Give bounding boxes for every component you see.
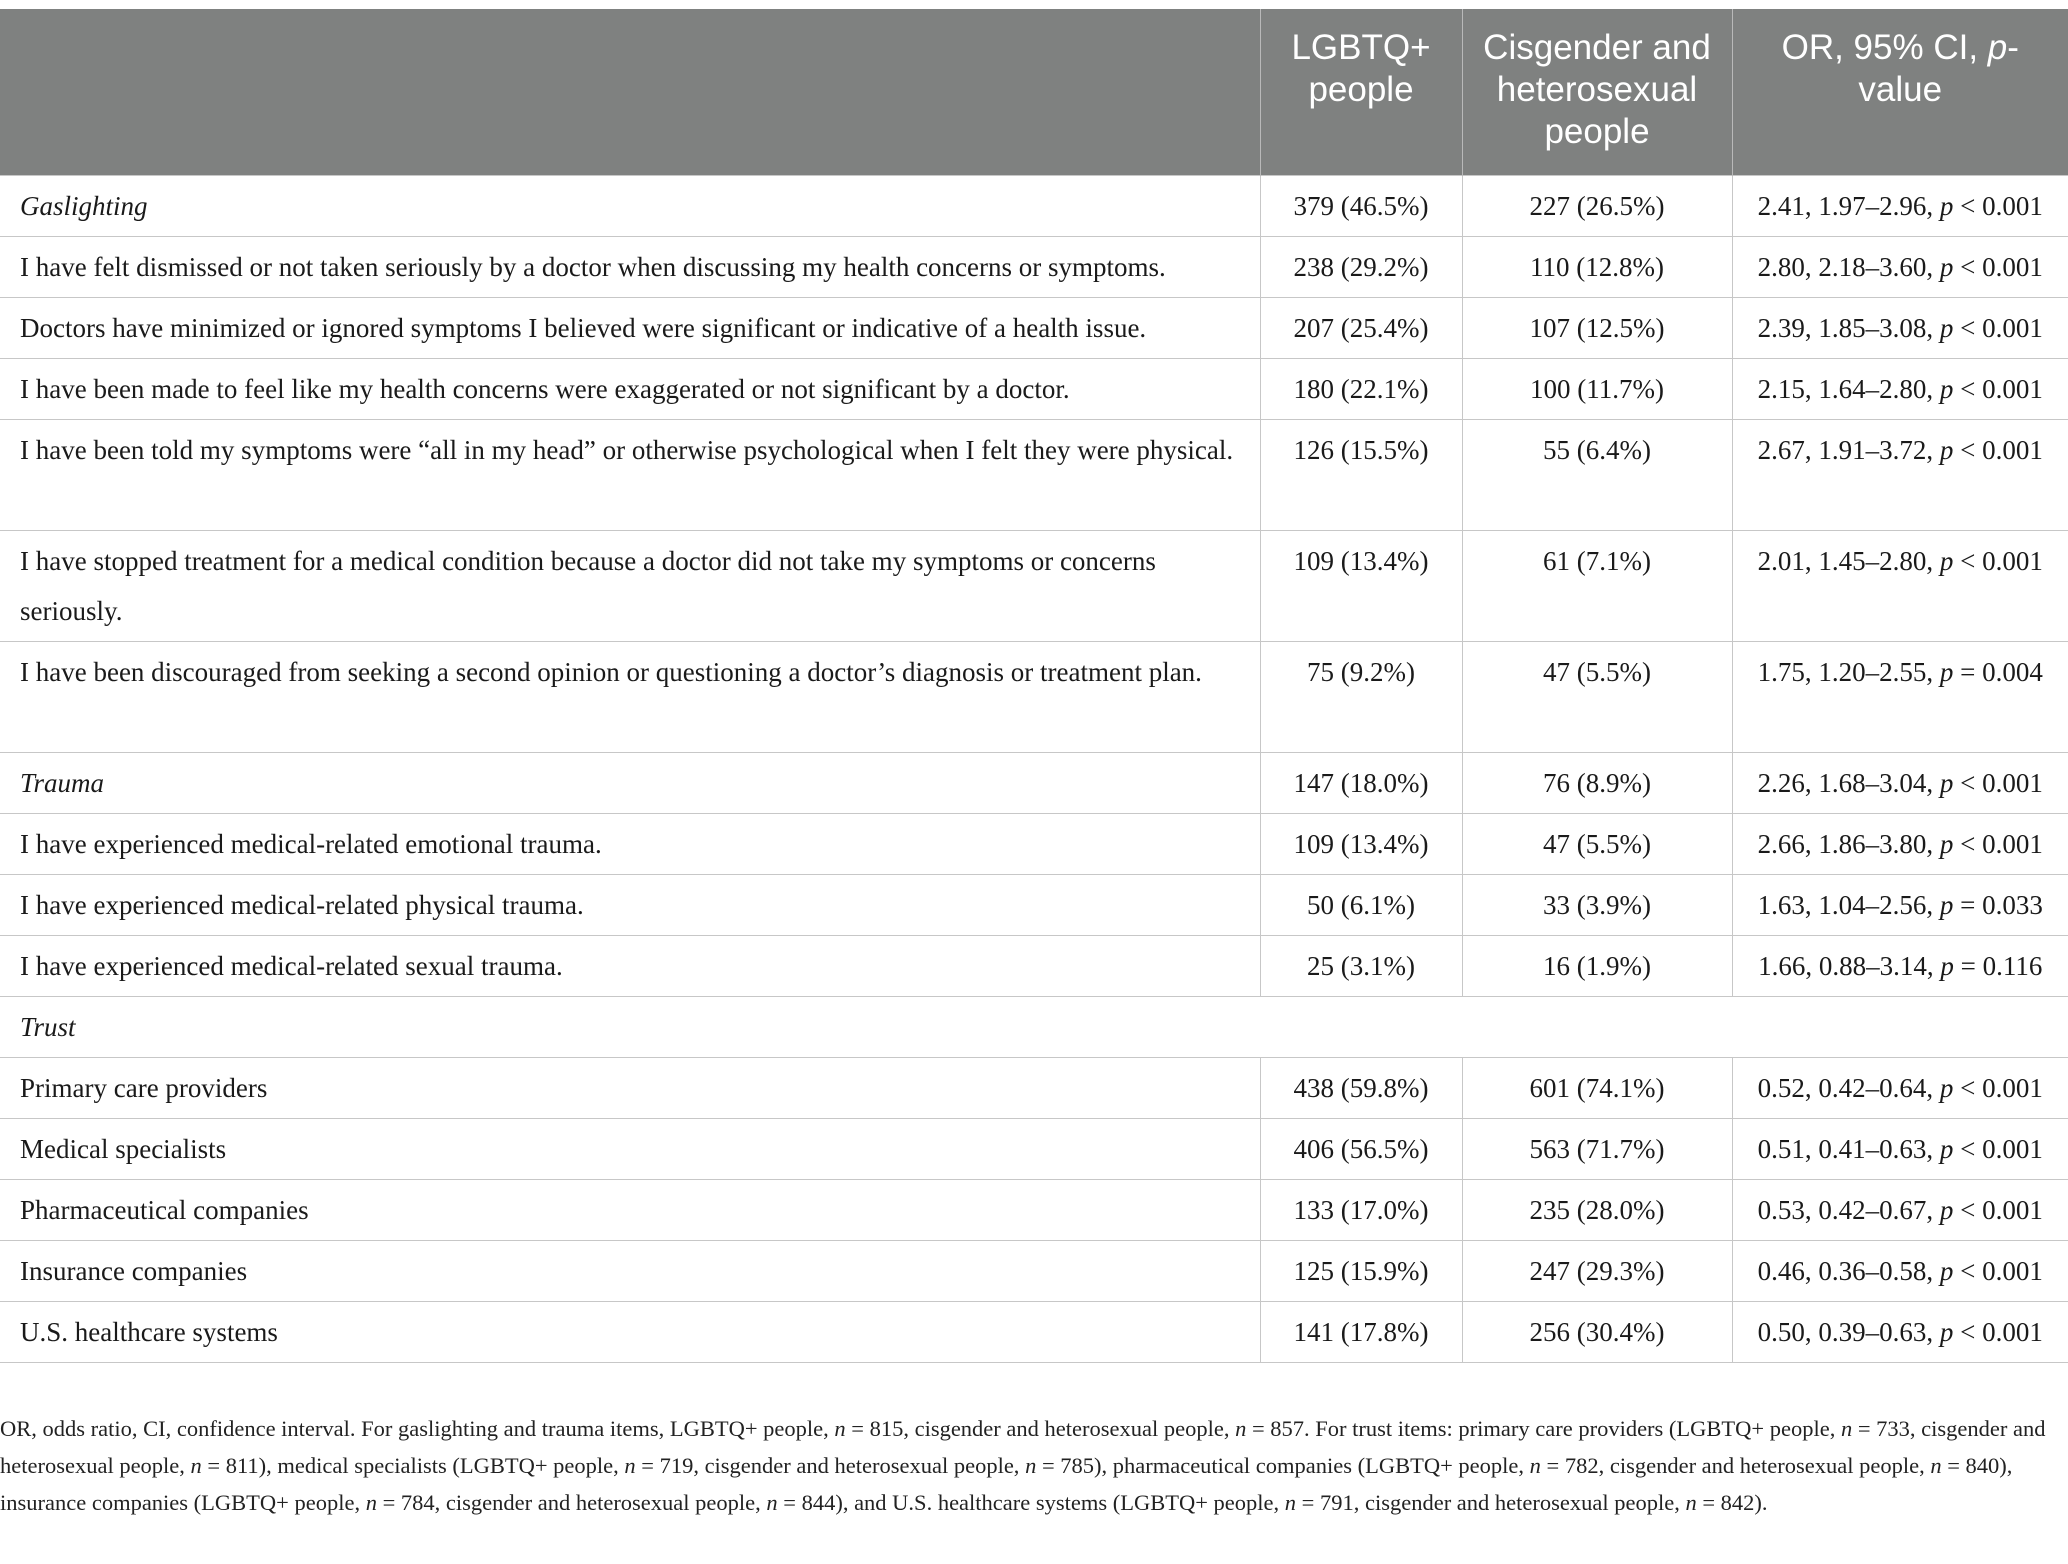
table-row — [0, 358, 2068, 419]
lgbtq-value: 109 (13.4%) — [1260, 530, 1462, 641]
section-row — [0, 175, 2068, 236]
row-label: I have felt dismissed or not taken seriously by a doctor when discussing my health concerns or symptoms. — [0, 236, 1260, 297]
table-footnote: OR, odds ratio, CI, confidence interval. For gaslighting and trauma items, LGBTQ+ people, n = 815, cisgender and heterosexual people, n = 857. For trust items: primary care providers (LGBTQ+ people, n = 733, cisgender and heterosexual people, n = 811), medical specialists (LGBTQ+ people, n = 719, cisgender and heterosexual people, n = 785), pharmaceutical companies (LGBTQ+ people, n = 782, cisgender and heterosexual people, n = 840), insurance companies (LGBTQ+ people, n = 784, cisgender and heterosexual people, n = 844), and U.S. healthcare systems (LGBTQ+ people, n = 791, cisgender and heterosexual people, n = 842). — [0, 1416, 2046, 1515]
or-ci-value: 2.39, 1.85–3.08, — [1757, 312, 1940, 343]
lgbtq-value: 141 (17.8%) — [1260, 1301, 1462, 1362]
cishet-value: 33 (3.9%) — [1462, 874, 1732, 935]
cishet-value: 100 (11.7%) — [1462, 358, 1732, 419]
or-ci-value: 0.52, 0.42–0.64, — [1757, 1072, 1940, 1103]
lgbtq-value: 109 (13.4%) — [1260, 813, 1462, 874]
or-ci-value: 2.67, 1.91–3.72, — [1757, 434, 1940, 465]
row-label: Trust — [0, 996, 1260, 1057]
cishet-value: 107 (12.5%) — [1462, 297, 1732, 358]
lgbtq-value: 379 (46.5%) — [1260, 175, 1462, 236]
table-row — [0, 935, 2068, 996]
row-label: Pharmaceutical companies — [0, 1179, 1260, 1240]
or-ci-value: 2.41, 1.97–2.96, — [1757, 190, 1940, 221]
p-value: p = 0.004 — [1939, 656, 2043, 687]
header-or: OR, 95% CI, p-value — [1732, 9, 2068, 175]
header-blank — [0, 9, 1260, 175]
or-cell — [1732, 530, 2068, 641]
header-row — [0, 9, 2068, 175]
table-row — [0, 874, 2068, 935]
or-ci-value: 0.50, 0.39–0.63, — [1757, 1316, 1940, 1347]
table-row — [0, 419, 2068, 530]
cishet-value: 256 (30.4%) — [1462, 1301, 1732, 1362]
cishet-value: 601 (74.1%) — [1462, 1057, 1732, 1118]
row-label: I have experienced medical-related sexual trauma. — [0, 935, 1260, 996]
or-cell — [1732, 935, 2068, 996]
header-cishet: Cisgender and heterosexual people — [1462, 9, 1732, 175]
or-cell — [1732, 996, 2068, 1057]
lgbtq-value: 133 (17.0%) — [1260, 1179, 1462, 1240]
table-row — [0, 641, 2068, 752]
or-cell — [1732, 1118, 2068, 1179]
table-row — [0, 813, 2068, 874]
cishet-value: 61 (7.1%) — [1462, 530, 1732, 641]
p-value: p < 0.001 — [1939, 1133, 2043, 1164]
cishet-value: 563 (71.7%) — [1462, 1118, 1732, 1179]
table-row — [0, 1179, 2068, 1240]
row-label: Medical specialists — [0, 1118, 1260, 1179]
lgbtq-value: 180 (22.1%) — [1260, 358, 1462, 419]
or-ci-value: 2.26, 1.68–3.04, — [1757, 767, 1940, 798]
p-value: p = 0.116 — [1940, 950, 2043, 981]
cishet-value: 235 (28.0%) — [1462, 1179, 1732, 1240]
cishet-value: 47 (5.5%) — [1462, 813, 1732, 874]
p-value: p < 0.001 — [1939, 312, 2043, 343]
or-cell — [1732, 752, 2068, 813]
p-value: p = 0.033 — [1939, 889, 2043, 920]
or-cell — [1732, 813, 2068, 874]
row-label: I have been told my symptoms were “all in my head” or otherwise psychological when I felt they were physical. — [0, 419, 1260, 530]
results-table — [0, 9, 2068, 1363]
table-row — [0, 297, 2068, 358]
cishet-value: 16 (1.9%) — [1462, 935, 1732, 996]
lgbtq-value: 238 (29.2%) — [1260, 236, 1462, 297]
lgbtq-value: 147 (18.0%) — [1260, 752, 1462, 813]
section-row — [0, 752, 2068, 813]
or-cell — [1732, 641, 2068, 752]
table-row — [0, 236, 2068, 297]
or-ci-value: 0.46, 0.36–0.58, — [1757, 1255, 1940, 1286]
row-label: Trauma — [0, 752, 1260, 813]
lgbtq-value — [1260, 996, 1462, 1057]
section-row — [0, 996, 2068, 1057]
row-label: I have been discouraged from seeking a second opinion or questioning a doctor’s diagnosis or treatment plan. — [0, 641, 1260, 752]
lgbtq-value: 438 (59.8%) — [1260, 1057, 1462, 1118]
p-value: p < 0.001 — [1939, 190, 2043, 221]
cishet-value: 110 (12.8%) — [1462, 236, 1732, 297]
table-row — [0, 1240, 2068, 1301]
p-value: p < 0.001 — [1939, 373, 2043, 404]
cishet-value: 55 (6.4%) — [1462, 419, 1732, 530]
cishet-value — [1462, 996, 1732, 1057]
lgbtq-value: 126 (15.5%) — [1260, 419, 1462, 530]
p-value: p < 0.001 — [1939, 767, 2043, 798]
row-label: I have been made to feel like my health concerns were exaggerated or not significant by a doctor. — [0, 358, 1260, 419]
row-label: Gaslighting — [0, 175, 1260, 236]
row-label: U.S. healthcare systems — [0, 1301, 1260, 1362]
or-ci-value: 2.80, 2.18–3.60, — [1757, 251, 1940, 282]
lgbtq-value: 406 (56.5%) — [1260, 1118, 1462, 1179]
p-value: p < 0.001 — [1939, 828, 2043, 859]
or-ci-value: 2.15, 1.64–2.80, — [1757, 373, 1940, 404]
cishet-value: 76 (8.9%) — [1462, 752, 1732, 813]
table-row — [0, 1301, 2068, 1362]
or-ci-value: 2.66, 1.86–3.80, — [1757, 828, 1940, 859]
or-ci-value: 1.63, 1.04–2.56, — [1757, 889, 1940, 920]
or-ci-value: 1.66, 0.88–3.14, — [1758, 950, 1941, 981]
or-cell — [1732, 358, 2068, 419]
or-cell — [1732, 175, 2068, 236]
row-label: I have experienced medical-related physical trauma. — [0, 874, 1260, 935]
cishet-value: 47 (5.5%) — [1462, 641, 1732, 752]
table-row — [0, 1057, 2068, 1118]
table-body — [0, 175, 2068, 1362]
table-row — [0, 1118, 2068, 1179]
or-cell — [1732, 1240, 2068, 1301]
cishet-value: 247 (29.3%) — [1462, 1240, 1732, 1301]
lgbtq-value: 75 (9.2%) — [1260, 641, 1462, 752]
row-label: Insurance companies — [0, 1240, 1260, 1301]
lgbtq-value: 25 (3.1%) — [1260, 935, 1462, 996]
or-cell — [1732, 1057, 2068, 1118]
row-label: I have experienced medical-related emotional trauma. — [0, 813, 1260, 874]
p-value: p < 0.001 — [1939, 434, 2043, 465]
row-label: Doctors have minimized or ignored symptoms I believed were significant or indicative of a health issue. — [0, 297, 1260, 358]
p-value: p < 0.001 — [1939, 1316, 2043, 1347]
or-cell — [1732, 874, 2068, 935]
p-value: p < 0.001 — [1939, 545, 2043, 576]
or-ci-value: 0.51, 0.41–0.63, — [1757, 1133, 1940, 1164]
p-value: p < 0.001 — [1939, 251, 2043, 282]
or-cell — [1732, 1301, 2068, 1362]
row-label: Primary care providers — [0, 1057, 1260, 1118]
lgbtq-value: 50 (6.1%) — [1260, 874, 1462, 935]
or-ci-value: 1.75, 1.20–2.55, — [1757, 656, 1940, 687]
cishet-value: 227 (26.5%) — [1462, 175, 1732, 236]
p-value: p < 0.001 — [1939, 1255, 2043, 1286]
or-cell — [1732, 297, 2068, 358]
or-ci-value: 0.53, 0.42–0.67, — [1757, 1194, 1940, 1225]
table-row — [0, 530, 2068, 641]
or-cell — [1732, 419, 2068, 530]
row-label: I have stopped treatment for a medical condition because a doctor did not take my symptoms or concerns seriously. — [0, 530, 1260, 641]
lgbtq-value: 125 (15.9%) — [1260, 1240, 1462, 1301]
p-value: p < 0.001 — [1939, 1194, 2043, 1225]
or-cell — [1732, 1179, 2068, 1240]
or-cell — [1732, 236, 2068, 297]
p-value: p < 0.001 — [1939, 1072, 2043, 1103]
header-lgbtq: LGBTQ+ people — [1260, 9, 1462, 175]
or-ci-value: 2.01, 1.45–2.80, — [1757, 545, 1940, 576]
lgbtq-value: 207 (25.4%) — [1260, 297, 1462, 358]
